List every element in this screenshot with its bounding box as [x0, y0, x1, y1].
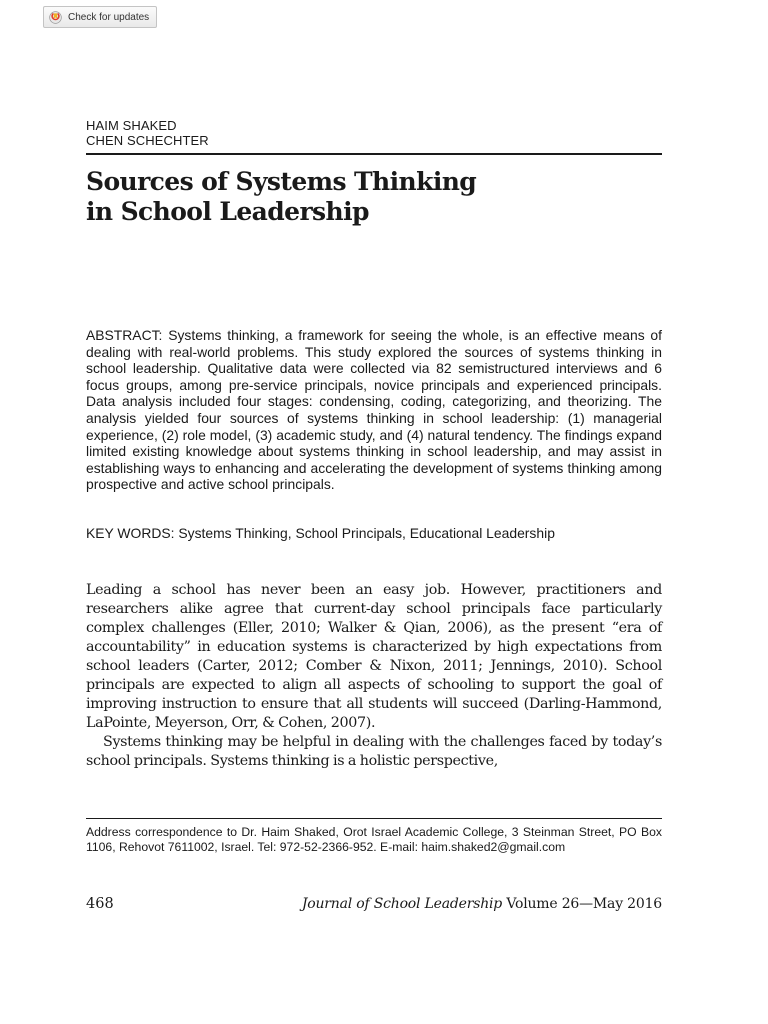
- keywords: [86, 525, 662, 542]
- keywords-label: KEY WORDS:: [86, 525, 175, 541]
- author-list: [86, 118, 209, 148]
- correspondence-footnote: Address correspondence to Dr. Haim Shaked, Orot Israel Academic College, 3 Steinman Street, PO Box 1106, Rehovot 7611002, Israel. Tel: 972-52-2366-952. E-mail: haim.shaked2@gmail.com: [86, 825, 662, 854]
- check-for-updates-label: Check for updates: [68, 11, 150, 23]
- abstract-text: Systems thinking, a framework for seeing the whole, is an effective means of dealing with real-world problems. This study explored the sources of systems thinking in school leadership. Qualitative data were collected via 82 semistructured interviews and 6 focus groups, among pre-service principals, novice principals and experienced principals. Data analysis included four stages: condensing, coding, categorizing, and theorizing. The analysis yielded four sources of systems thinking in school leadership: (1) managerial experience, (2) role model, (3) academic study, and (4) natural tendency. The findings expand limited existing knowledge about systems thinking in school leadership, and may assist in establishing ways to enhancing and accelerating the development of systems thinking among prospective and active school principals.: [86, 327, 663, 493]
- check-for-updates-icon: [49, 11, 62, 24]
- article-title-line: Sources of Systems Thinking: [86, 167, 477, 196]
- keywords-text: Systems Thinking, School Principals, Educational Leadership: [178, 525, 555, 541]
- body-paragraph: Leading a school has never been an easy job. However, practitioners and researchers alike agree that current-day school principals face particularly complex challenges (Eller, 2010; Walker & Qian, 2006), as the present “era of accountability” in education systems is characterized by high expectations from school leaders (Carter, 2012; Comber & Nixon, 2011; Jennings, 2010). School principals are expected to align all aspects of schooling to support the goal of improving instruction to ensure that all students will succeed (Darling-Hammond, LaPointe, Meyerson, Orr, & Cohen, 2007).: [86, 582, 662, 732]
- footnote-divider: [86, 818, 662, 819]
- check-for-updates-button[interactable]: [43, 6, 157, 28]
- journal-volume: Volume 26—May 2016: [506, 896, 662, 912]
- author-name: CHEN SCHECHTER: [86, 133, 209, 148]
- abstract: [86, 327, 662, 493]
- abstract-label: ABSTRACT:: [86, 327, 163, 343]
- article-body: [86, 581, 662, 771]
- article-title: [86, 167, 662, 227]
- journal-citation: [302, 895, 662, 913]
- journal-name: Journal of School Leadership: [301, 896, 503, 912]
- title-divider: [86, 153, 662, 155]
- body-paragraph: Systems thinking may be helpful in dealing with the challenges faced by today’s school principals. Systems thinking is a holistic perspective,: [86, 734, 662, 770]
- article-title-line: in School Leadership: [86, 197, 369, 226]
- author-name: HAIM SHAKED: [86, 118, 177, 133]
- page-number: 468: [86, 896, 114, 912]
